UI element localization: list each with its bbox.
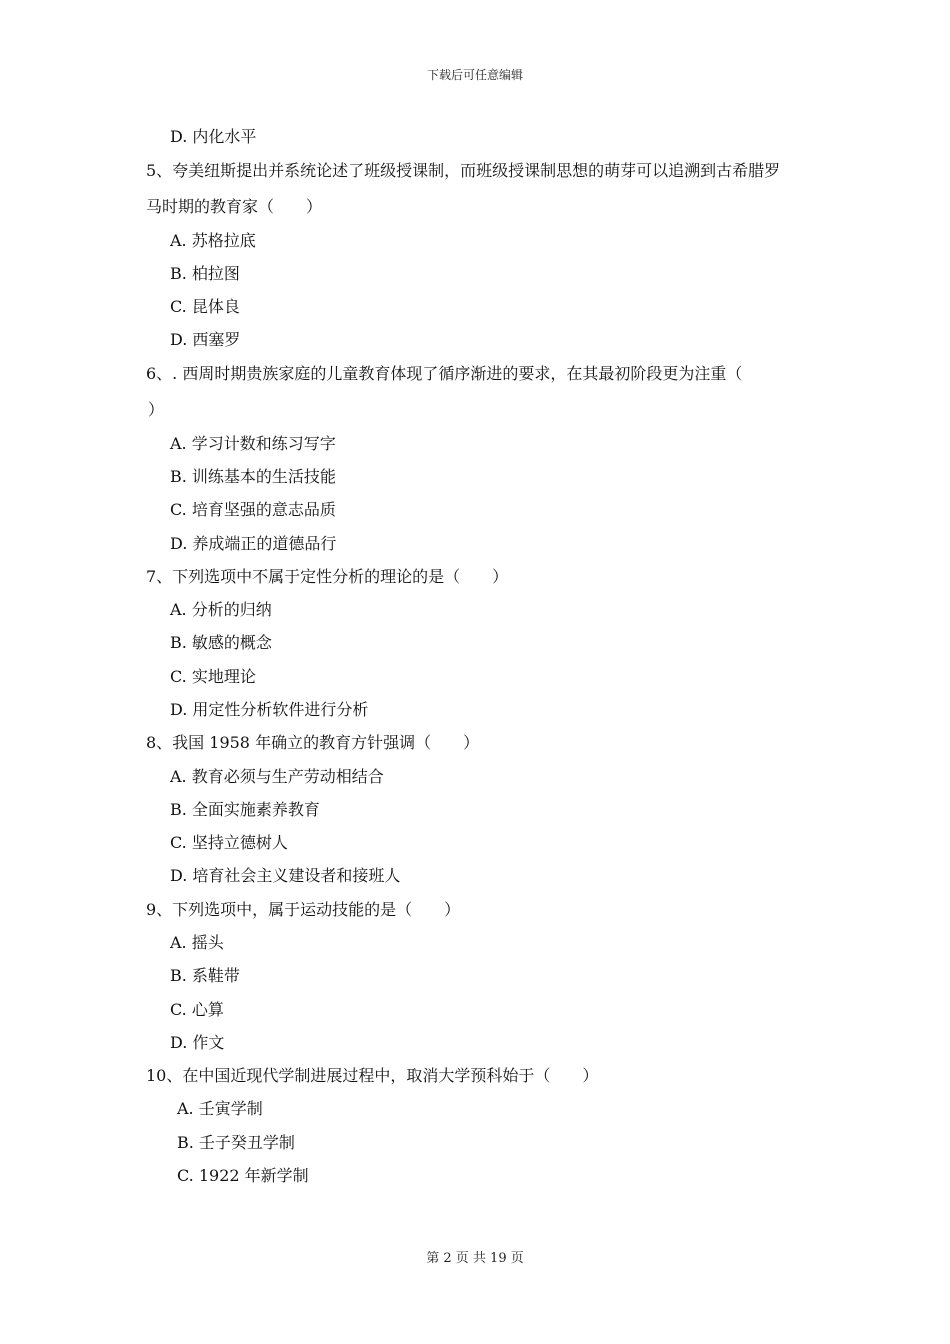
option-text: D. 内化水平 <box>170 127 257 146</box>
question-text: 6、. 西周时期贵族家庭的儿童教育体现了循序渐进的要求，在其最初阶段更为注重（ <box>146 364 743 383</box>
option-text: D. 作文 <box>170 1033 225 1052</box>
option-text: A. 教育必须与生产劳动相结合 <box>170 767 384 786</box>
option-text: A. 分析的归纳 <box>170 600 272 619</box>
question-text: 7、下列选项中不属于定性分析的理论的是（ ） <box>146 567 509 586</box>
page-footer: 第 2 页 共 19 页 <box>426 1251 524 1266</box>
question-text: 5、夸美纽斯提出并系统论述了班级授课制，而班级授课制思想的萌芽可以追溯到古希腊罗 <box>146 161 781 180</box>
option-text: D. 养成端正的道德品行 <box>170 534 337 553</box>
option-text: C. 1922 年新学制 <box>177 1166 309 1185</box>
option-text: A. 壬寅学制 <box>177 1099 263 1118</box>
option-text: A. 学习计数和练习写字 <box>170 434 336 453</box>
option-text: C. 实地理论 <box>170 667 256 686</box>
question-text: 8、我国 1958 年确立的教育方针强调（ ） <box>146 733 480 752</box>
option-text: B. 柏拉图 <box>170 264 240 283</box>
option-text: C. 坚持立德树人 <box>170 833 288 852</box>
option-text: B. 壬子癸丑学制 <box>177 1133 295 1152</box>
question-text-continued: ） <box>148 400 165 419</box>
question-text-continued: 马时期的教育家（ ） <box>146 197 323 216</box>
option-text: A. 摇头 <box>170 933 224 952</box>
option-text: C. 培育坚强的意志品质 <box>170 500 336 519</box>
question-text: 9、下列选项中，属于运动技能的是（ ） <box>146 900 461 919</box>
option-text: A. 苏格拉底 <box>170 231 256 250</box>
option-text: D. 用定性分析软件进行分析 <box>170 700 369 719</box>
option-text: D. 西塞罗 <box>170 330 241 349</box>
option-text: B. 系鞋带 <box>170 966 240 985</box>
question-text: 10、在中国近现代学制进展过程中，取消大学预科始于（ ） <box>146 1066 599 1085</box>
option-text: B. 全面实施素养教育 <box>170 800 320 819</box>
option-text: C. 昆体良 <box>170 297 240 316</box>
option-text: D. 培育社会主义建设者和接班人 <box>170 866 401 885</box>
option-text: C. 心算 <box>170 1000 224 1019</box>
page-header: 下载后可任意编辑 <box>426 68 523 82</box>
option-text: B. 训练基本的生活技能 <box>170 467 336 486</box>
option-text: B. 敏感的概念 <box>170 633 272 652</box>
